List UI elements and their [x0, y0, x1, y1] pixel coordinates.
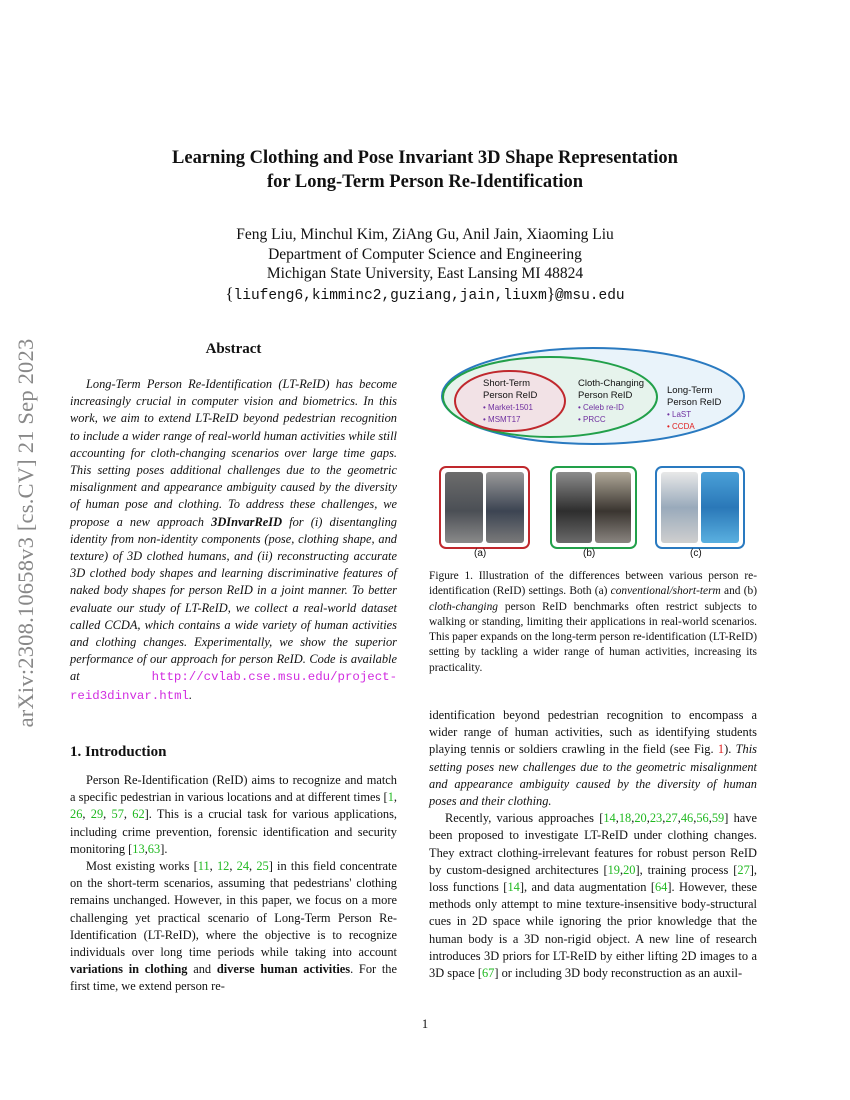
long-term-photo-panel	[655, 466, 745, 549]
intro-paragraph-3: Recently, various approaches [14,18,20,23,27,46,56,59] have been proposed to investigate LT-ReID under clothing changes. They extract clothing-irrelevant features for robust person ReID by custom-designed architectures [19,20], training process [27], loss functions [14], and data augmentation [64]. However, these methods only attempt to mine texture-insensitive body-structural cues in 2D space while ignoring the prior knowledge that the human body is a 3D non-rigid object. A new line of research introduces 3D priors for LT-ReID by either lifting 2D images to a 3D space [67] or including 3D body reconstruction as an auxil-	[429, 811, 757, 981]
pedestrian-photo	[445, 472, 483, 543]
citation[interactable]: 63	[147, 841, 161, 856]
author-names: Feng Liu, Minchul Kim, ZiAng Gu, Anil Jain, Xiaoming Liu	[236, 226, 614, 243]
citation[interactable]: 56	[696, 811, 709, 826]
citation[interactable]: 25	[256, 859, 269, 874]
cloth-changing-label: Cloth-Changing Person ReID • Celeb re-ID • PRCC	[578, 378, 645, 424]
panel-label-a: (a)	[474, 548, 487, 559]
tennis-player-photo	[701, 472, 739, 543]
citation[interactable]: 18	[618, 811, 632, 826]
department: Department of Computer Science and Engineering	[268, 245, 582, 263]
arxiv-stamp	[8, 290, 44, 776]
email: {liufeng6,kimminc2,guziang,jain,liuxm}@msu.edu	[225, 283, 625, 304]
panel-label-b: (b)	[583, 548, 596, 559]
author-block	[0, 225, 850, 306]
page-number: 1	[421, 1017, 429, 1031]
figure-1-caption: Figure 1. Illustration of the differences between various person re-identification (ReID) settings. Both (a) conventional/short-term and (b) cloth-changing person ReID benchmarks often restrict subjects to walking or standing, limiting their applications in real-world scenarios. This paper expands on the long-term person re-identification (LT-ReID) setting by tackling a wider range of human activities, increasing its practicality.	[429, 570, 757, 674]
intro-paragraph-1: Person Re-Identification (ReID) aims to recognize and match a specific pedestrian in various locations and at different times [1, 26, 29, 57, 62]. This is a crucial task for various applications, including crime prevention, forensic identification and security monitoring [13,63].	[70, 773, 397, 856]
citation[interactable]: 14	[507, 880, 520, 895]
university: Michigan State University, East Lansing MI 48824	[266, 265, 584, 282]
intro-heading: 1. Introduction	[70, 744, 167, 760]
athlete-photo	[661, 472, 698, 543]
pedestrian-photo	[556, 472, 592, 543]
pedestrian-photo	[486, 472, 524, 543]
citation[interactable]: 26	[70, 807, 83, 822]
citation[interactable]: 14	[603, 811, 616, 826]
short-term-photo-panel	[439, 466, 530, 549]
code-url-link[interactable]: http://cvlab.cse.msu.edu/project-reid3dinvar.html	[70, 670, 397, 703]
citation[interactable]: 24	[236, 859, 250, 874]
citation[interactable]: 67	[481, 966, 495, 981]
short-term-label: Short-Term Person ReID • Market-1501 • MSMT17	[483, 378, 538, 424]
intro-left-column	[70, 772, 397, 996]
title-line-1: Learning Clothing and Pose Invariant 3D Shape Representation	[172, 148, 678, 168]
citation[interactable]: 12	[216, 859, 230, 874]
intro-right-column	[429, 707, 757, 982]
abstract-body: Long-Term Person Re-Identification (LT-ReID) has become increasingly crucial in computer vision and biometrics. In this work, we aim to extend LT-ReID beyond pedestrian recognition to include a wider range of real-world human activities while still accounting for cloth-changing scenarios over large time gaps. This setting poses additional challenges due to the geometric misalignment and appearance ambiguity caused by the diversity of human pose and clothing. To address these challenges, we propose a new approach 3DInvarReID for (i) disentangling identity from non-identity components (pose, clothing shape, and texture) of 3D clothed humans, and (ii) reconstructing accurate 3D clothed body shapes and learning discriminative features of naked body shapes for person ReID in a joint manner. To better evaluate our study of LT-ReID, we collect a real-world dataset called CCDA, which contains a wide variety of human activities and clothing changes. Experimentally, we show the superior performance of our approach for person ReID. Code is available at http://cvlab.cse.msu.edu/project-reid3dinvar.html.	[70, 377, 398, 703]
method-name: 3DInvarReID	[211, 514, 283, 529]
citation[interactable]: 62	[132, 807, 145, 822]
citation[interactable]: 27	[737, 862, 750, 877]
citation[interactable]: 13	[132, 841, 145, 856]
citation[interactable]: 11	[197, 859, 210, 874]
figure-1-diagram	[440, 346, 746, 446]
citation[interactable]: 46	[680, 811, 694, 826]
paper-title	[0, 146, 850, 194]
citation[interactable]: 20	[634, 811, 647, 826]
intro-paragraph-2: Most existing works [11, 12, 24, 25] in this field concentrate on the short-term scenarios, assuming that pedestrians' clothing remains unchanged. However, in this paper, we focus on a more challenging yet practical scenario of Long-Term Person Re-Identification (LT-ReID), where the objective is to recognize individuals over long time periods while taking into account variations in clothing and diverse human activities. For the first time, we extend person re-	[70, 859, 397, 994]
citation[interactable]: 20	[623, 862, 636, 877]
citation[interactable]: 23	[649, 811, 663, 826]
citation[interactable]: 59	[711, 811, 725, 826]
citation[interactable]: 57	[111, 807, 124, 822]
long-term-label: Long-Term Person ReID • LaST • CCDA	[667, 385, 722, 431]
citation[interactable]: 64	[654, 880, 668, 895]
citation[interactable]: 19	[607, 862, 620, 877]
intro-paragraph-continued: identification beyond pedestrian recognition to encompass a wider range of human activities, such as identifying students playing tennis or soldiers crawling in the field (see Fig. 1). This setting poses new challenges due to the geometric misalignment and appearance ambiguity caused by the diversity of human poses and their clothing.	[429, 708, 757, 809]
title-line-2: for Long-Term Person Re-Identification	[266, 172, 583, 192]
panel-label-c: (c)	[690, 548, 702, 559]
abstract-heading: Abstract	[205, 341, 262, 357]
cloth-changing-photo-panel	[550, 466, 637, 549]
citation[interactable]: 1	[387, 790, 394, 805]
arxiv-id: arXiv:2308.10658v3 [cs.CV] 21 Sep 2023	[13, 338, 38, 728]
citation[interactable]: 27	[665, 811, 678, 826]
pedestrian-photo	[595, 472, 631, 543]
citation[interactable]: 29	[90, 807, 104, 822]
figure-reference[interactable]: 1	[717, 742, 725, 757]
